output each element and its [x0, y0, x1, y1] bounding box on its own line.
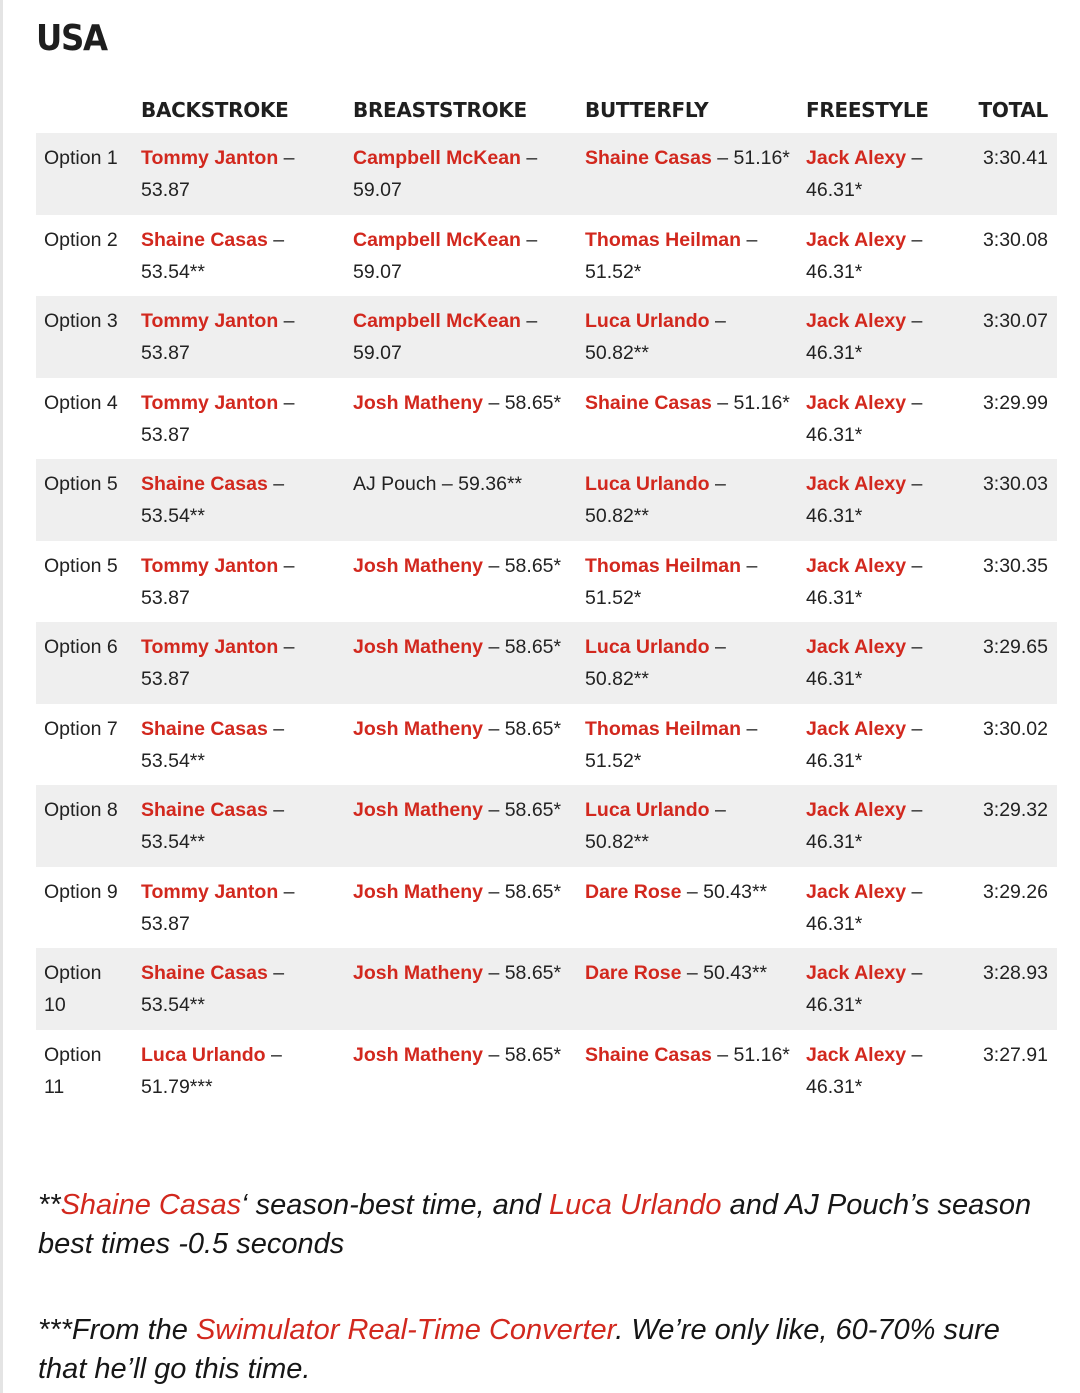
table-row — [36, 785, 1057, 867]
split-time: – 53.54** — [141, 473, 285, 527]
swimmer-link[interactable]: Shaine Casas — [585, 147, 712, 169]
swimmer-link[interactable]: Jack Alexy — [806, 147, 907, 169]
swimmer-link[interactable]: Jack Alexy — [806, 799, 907, 821]
table-row — [36, 296, 1057, 378]
split-time: – 46.31* — [806, 391, 923, 446]
butterfly-cell — [577, 459, 798, 541]
swimmer-link[interactable]: Tommy Janton — [141, 391, 279, 414]
swimmer-link[interactable]: Shaine Casas — [141, 717, 268, 740]
split-time: – 50.43** — [681, 962, 768, 984]
swimmer-link[interactable]: Jack Alexy — [806, 554, 907, 577]
footnote-converter — [38, 1311, 1038, 1389]
table-row — [36, 704, 1057, 786]
swimmer-link[interactable]: Tommy Janton — [141, 880, 279, 903]
swimmer-link[interactable]: Josh Matheny — [353, 962, 484, 984]
total-time: 3:30.02 — [982, 717, 1048, 740]
option-label: Option 10 — [44, 962, 102, 1016]
split-time: – 58.65* — [483, 391, 562, 414]
split-time: – 46.31* — [806, 880, 923, 935]
backstroke-cell — [133, 296, 345, 378]
swimmer-link[interactable]: Campbell McKean — [353, 147, 521, 169]
split-time: – 50.82** — [585, 473, 726, 527]
freestyle-cell — [798, 541, 974, 623]
header-butterfly: BUTTERFLY — [585, 97, 709, 122]
swimmer-link[interactable]: Shaine Casas — [141, 799, 268, 821]
backstroke-cell — [133, 459, 345, 541]
swimmer-link[interactable]: Luca Urlando — [585, 473, 710, 495]
total-time: 3:29.26 — [982, 880, 1048, 903]
split-time: – 58.65* — [483, 880, 562, 903]
table-row — [36, 622, 1057, 704]
breaststroke-cell — [345, 459, 577, 541]
swimmer-link[interactable]: Jack Alexy — [806, 391, 907, 414]
swimmer-link[interactable]: Josh Matheny — [353, 636, 484, 658]
swimmer-link[interactable]: Jack Alexy — [806, 962, 907, 984]
breaststroke-cell — [345, 704, 577, 786]
split-time: – 58.65* — [483, 717, 562, 740]
option-label: Option 8 — [44, 799, 118, 821]
breaststroke-cell — [345, 541, 577, 623]
split-time: – 51.52* — [585, 717, 758, 772]
split-time: – 46.31* — [806, 962, 923, 1016]
swimmer-link[interactable]: Shaine Casas — [141, 473, 268, 495]
backstroke-cell — [133, 133, 345, 215]
swimmer-link[interactable]: Josh Matheny — [353, 1043, 484, 1066]
split-time: – 53.87 — [141, 636, 295, 690]
freestyle-cell — [798, 133, 974, 215]
swimmer-link[interactable]: Jack Alexy — [806, 310, 907, 332]
breaststroke-cell — [345, 378, 577, 460]
butterfly-cell — [577, 622, 798, 704]
split-time: – 46.31* — [806, 473, 923, 527]
footnote-prefix: ***From the — [38, 1314, 196, 1346]
split-time: – 59.07 — [353, 228, 538, 283]
split-time: – 46.31* — [806, 717, 923, 772]
split-time: – 46.31* — [806, 799, 923, 853]
option-label: Option 9 — [44, 880, 118, 903]
split-time: – 51.52* — [585, 554, 758, 609]
freestyle-cell — [798, 378, 974, 460]
option-label: Option 4 — [44, 391, 118, 414]
option-label: Option 2 — [44, 228, 118, 251]
swimmer-link[interactable]: Dare Rose — [585, 880, 682, 903]
split-time: – 46.31* — [806, 228, 923, 283]
footnote-prefix: ** — [38, 1189, 61, 1221]
footnote-season-best — [38, 1186, 1038, 1264]
freestyle-cell — [798, 785, 974, 867]
freestyle-cell — [798, 296, 974, 378]
header-freestyle: FREESTYLE — [806, 97, 929, 122]
swimmer-link[interactable]: Shaine Casas — [585, 1043, 712, 1066]
split-time: – 51.16* — [711, 391, 790, 414]
butterfly-cell — [577, 948, 798, 1030]
swimmer-link[interactable]: Campbell McKean — [353, 310, 521, 332]
section-title: USA — [36, 18, 107, 59]
breaststroke-cell — [345, 1030, 577, 1112]
butterfly-cell — [577, 867, 798, 949]
footnote-text: . We’re only like, 60-70% sure that he’ll go this time. — [38, 1314, 1000, 1385]
left-border — [0, 0, 3, 1393]
split-time: – 58.65* — [483, 554, 562, 577]
swimmer-link[interactable]: Luca Urlando — [141, 1043, 266, 1066]
split-time: – 53.54** — [141, 799, 285, 853]
split-time: – 51.16* — [711, 1043, 790, 1066]
split-time: – 50.82** — [585, 636, 726, 690]
total-time: 3:28.93 — [982, 962, 1048, 984]
swimmer-link[interactable]: Tommy Janton — [141, 310, 279, 332]
freestyle-cell — [798, 622, 974, 704]
swimmer-link[interactable]: Tommy Janton — [141, 147, 279, 169]
table-body — [36, 133, 1057, 1111]
total-time: 3:30.08 — [982, 228, 1048, 251]
swimmer-link[interactable]: Luca Urlando — [585, 310, 710, 332]
split-time: – 46.31* — [806, 147, 923, 201]
table-row — [36, 948, 1057, 1030]
breaststroke-cell — [345, 785, 577, 867]
split-time: – 46.31* — [806, 310, 923, 364]
swimmer-link[interactable]: Josh Matheny — [353, 717, 484, 740]
table-row — [36, 378, 1057, 460]
option-label: Option 7 — [44, 717, 118, 740]
total-time: 3:30.07 — [982, 310, 1048, 332]
split-time: – 51.79*** — [141, 1043, 282, 1098]
swimmer-link[interactable]: Shaine Casas — [141, 962, 268, 984]
swimmer-link[interactable]: Jack Alexy — [806, 880, 907, 903]
split-time: – 53.54** — [141, 962, 285, 1016]
swimmer-link-luca-urlando[interactable]: Luca Urlando — [549, 1189, 722, 1221]
butterfly-cell — [577, 1030, 798, 1112]
backstroke-cell — [133, 541, 345, 623]
table-header-row — [36, 86, 1057, 133]
swimmer-link[interactable]: Jack Alexy — [806, 473, 907, 495]
split-time: – 46.31* — [806, 554, 923, 609]
backstroke-cell — [133, 1030, 345, 1112]
breaststroke-cell — [345, 296, 577, 378]
option-label: Option 1 — [44, 147, 118, 169]
backstroke-cell — [133, 704, 345, 786]
swimmer-link[interactable]: Josh Matheny — [353, 880, 484, 903]
split-time: – 46.31* — [806, 1043, 923, 1098]
split-time: – 59.07 — [353, 147, 538, 201]
swimmer-link[interactable]: Jack Alexy — [806, 228, 907, 251]
breaststroke-cell — [345, 133, 577, 215]
option-label: Option 5 — [44, 554, 118, 577]
backstroke-cell — [133, 867, 345, 949]
swimmer-link[interactable]: Shaine Casas — [585, 391, 712, 414]
table-row — [36, 459, 1057, 541]
total-time: 3:27.91 — [982, 1043, 1048, 1066]
swimmer-link[interactable]: Josh Matheny — [353, 799, 484, 821]
split-time: – 53.54** — [141, 717, 285, 772]
header-backstroke: BACKSTROKE — [141, 97, 289, 122]
freestyle-cell — [798, 704, 974, 786]
swimmer-link[interactable]: Jack Alexy — [806, 1043, 907, 1066]
swimmer-link[interactable]: Josh Matheny — [353, 391, 484, 414]
swimmer-link[interactable]: Tommy Janton — [141, 554, 279, 577]
freestyle-cell — [798, 1030, 974, 1112]
swimmer-link[interactable]: Jack Alexy — [806, 636, 907, 658]
split-time: AJ Pouch – 59.36** — [353, 473, 523, 495]
swimmer-link[interactable]: Thomas Heilman — [585, 228, 742, 251]
total-time: 3:30.41 — [982, 147, 1048, 169]
table-row — [36, 133, 1057, 215]
freestyle-cell — [798, 215, 974, 297]
backstroke-cell — [133, 215, 345, 297]
freestyle-cell — [798, 459, 974, 541]
split-time: – 51.16* — [711, 147, 790, 169]
split-time: – 58.65* — [483, 1043, 562, 1066]
swimmer-link[interactable]: Josh Matheny — [353, 554, 484, 577]
backstroke-cell — [133, 378, 345, 460]
butterfly-cell — [577, 541, 798, 623]
header-breaststroke: BREASTSTROKE — [353, 97, 527, 122]
swimmer-link[interactable]: Thomas Heilman — [585, 554, 742, 577]
split-time: – 53.87 — [141, 147, 295, 201]
breaststroke-cell — [345, 215, 577, 297]
backstroke-cell — [133, 948, 345, 1030]
table-row — [36, 1030, 1057, 1112]
split-time: – 53.87 — [141, 310, 295, 364]
butterfly-cell — [577, 785, 798, 867]
swimmer-link[interactable]: Jack Alexy — [806, 717, 907, 740]
table-row — [36, 541, 1057, 623]
split-time: – 51.52* — [585, 228, 758, 283]
split-time: – 53.87 — [141, 880, 295, 935]
freestyle-cell — [798, 948, 974, 1030]
relay-options-table — [36, 86, 1057, 1111]
butterfly-cell — [577, 215, 798, 297]
footnote-text: ‘ season-best time, and — [241, 1189, 550, 1221]
split-time: – 53.54** — [141, 228, 285, 283]
total-time: 3:30.03 — [982, 473, 1048, 495]
table-row — [36, 215, 1057, 297]
breaststroke-cell — [345, 622, 577, 704]
split-time: – 50.43** — [681, 880, 768, 903]
option-label: Option 6 — [44, 636, 118, 658]
converter-link[interactable]: Swimulator Real-Time Converter — [195, 1314, 616, 1346]
breaststroke-cell — [345, 867, 577, 949]
swimmer-link[interactable]: Tommy Janton — [141, 636, 279, 658]
split-time: – 53.87 — [141, 391, 295, 446]
total-time: 3:29.32 — [982, 799, 1048, 821]
butterfly-cell — [577, 133, 798, 215]
split-time: – 58.65* — [483, 799, 562, 821]
split-time: – 53.87 — [141, 554, 295, 609]
backstroke-cell — [133, 622, 345, 704]
split-time: – 58.65* — [483, 636, 562, 658]
butterfly-cell — [577, 296, 798, 378]
swimmer-link[interactable]: Dare Rose — [585, 962, 682, 984]
table-row — [36, 867, 1057, 949]
swimmer-link[interactable]: Luca Urlando — [585, 799, 710, 821]
split-time: – 50.82** — [585, 799, 726, 853]
butterfly-cell — [577, 378, 798, 460]
split-time: – 59.07 — [353, 310, 538, 364]
total-time: 3:30.35 — [982, 554, 1048, 577]
split-time: – 58.65* — [483, 962, 562, 984]
footnote-text: and AJ Pouch’s season best times -0.5 seconds — [38, 1189, 1032, 1260]
total-time: 3:29.99 — [982, 391, 1048, 414]
breaststroke-cell — [345, 948, 577, 1030]
header-option — [36, 86, 133, 133]
swimmer-link[interactable]: Shaine Casas — [141, 228, 268, 251]
header-total: TOTAL — [978, 97, 1048, 122]
butterfly-cell — [577, 704, 798, 786]
backstroke-cell — [133, 785, 345, 867]
split-time: – 50.82** — [585, 310, 726, 364]
swimmer-link[interactable]: Luca Urlando — [585, 636, 710, 658]
option-label: Option 5 — [44, 473, 118, 495]
option-label: Option 3 — [44, 310, 118, 332]
swimmer-link[interactable]: Campbell McKean — [353, 228, 521, 251]
option-label: Option 11 — [44, 1043, 102, 1098]
swimmer-link-shaine-casas[interactable]: Shaine Casas — [60, 1189, 242, 1221]
swimmer-link[interactable]: Thomas Heilman — [585, 717, 742, 740]
split-time: – 46.31* — [806, 636, 923, 690]
total-time: 3:29.65 — [982, 636, 1048, 658]
freestyle-cell — [798, 867, 974, 949]
